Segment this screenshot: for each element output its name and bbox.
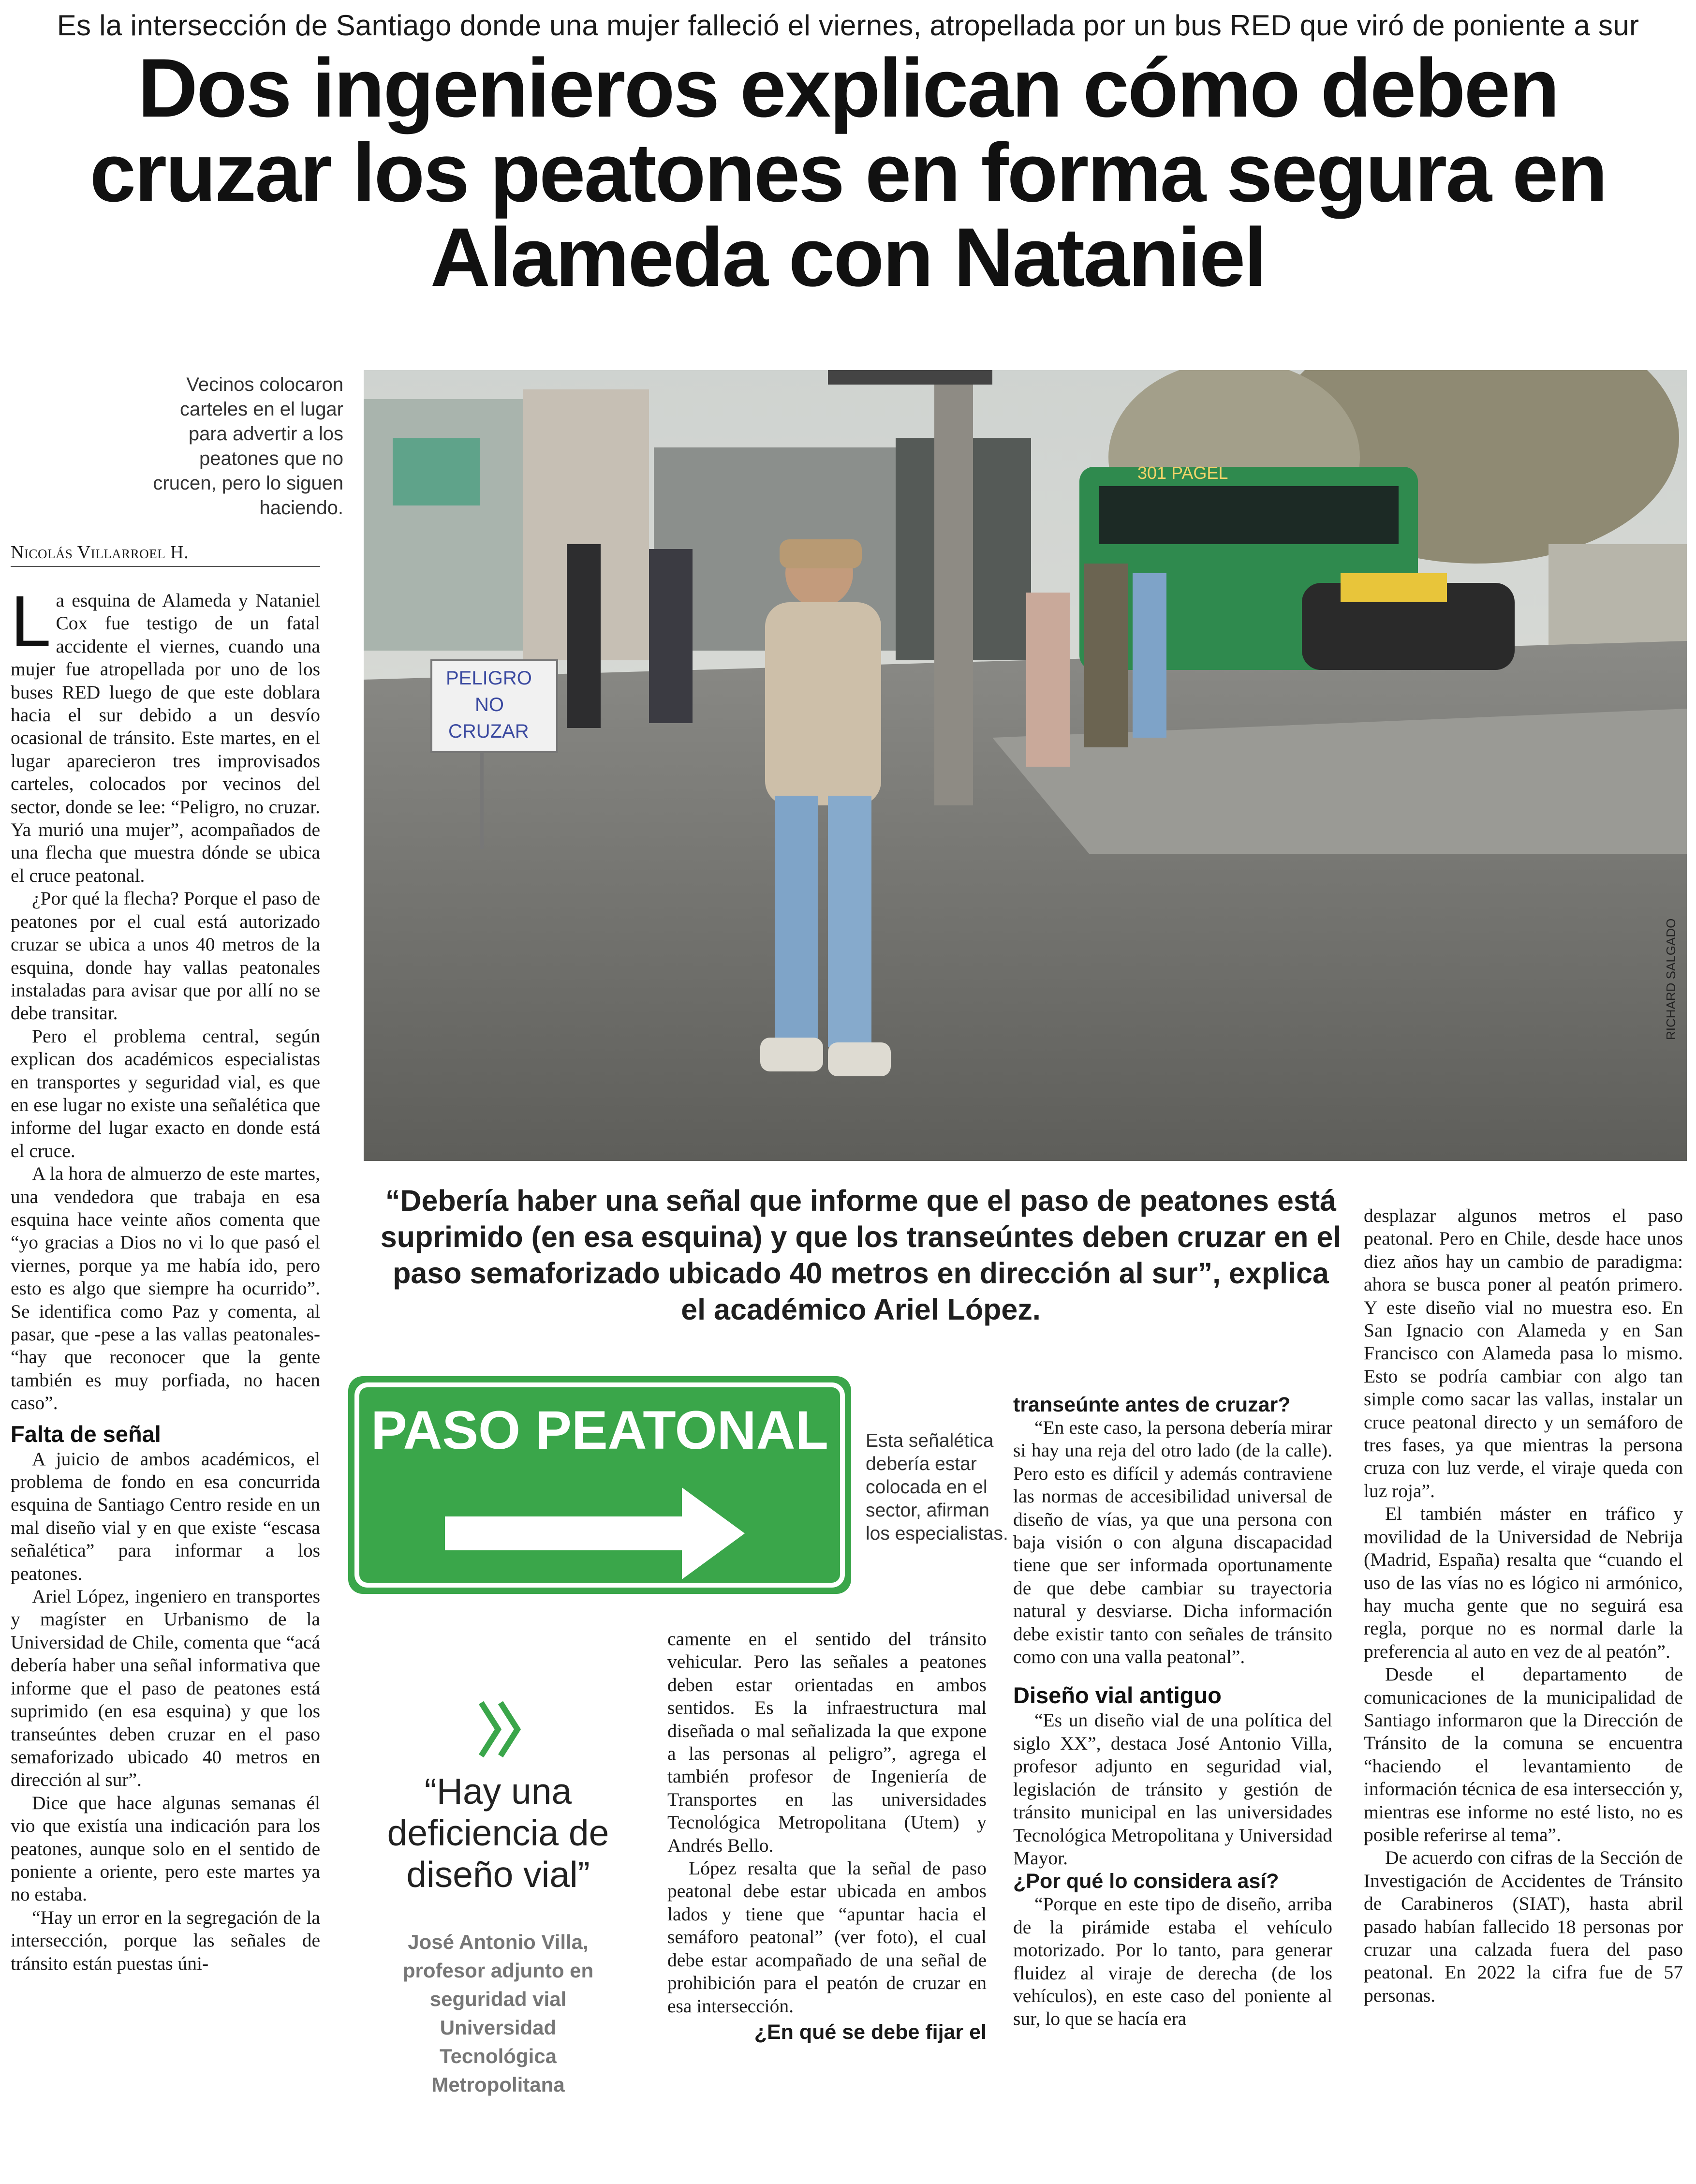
- street-photo: [364, 370, 1687, 1161]
- column-3: [667, 1628, 987, 2044]
- column-4: [1013, 1393, 1332, 2031]
- column-5: [1364, 1204, 1683, 2007]
- column-1: [11, 580, 320, 1975]
- subhead-diseno-vial-antiguo: Diseño vial antiguo: [1013, 1682, 1222, 1709]
- paragraph: “Porque en este tipo de diseño, arriba de la pirámide estaba el vehículo motorizado. Por lo tanto, para generar fluidez al viraje de derecha (de los vehículos), en este caso del poniente al sur, lo que se hacía era: [1013, 1893, 1332, 2030]
- paragraph: Dice que hace algunas semanas él vio que existía una indicación para los peatones, aunque solo en el sentido de poniente a oriente, pero este martes ya no estaba.: [11, 1792, 320, 1905]
- kicker: Es la intersección de Santiago donde una mujer falleció el viernes, atropellada por un bus RED que viró de poniente a sur: [57, 9, 1639, 42]
- paragraph: Ariel López, ingeniero en transportes y magíster en Urbanismo de la Universidad de Chile, comenta que “acá debería haber una señal informativa que informe que el paso de peatones está suprimido (en esa esquina) y que los transeúntes deben cruzar en el paso semaforizado ubicado 40 metros en dirección al sur”.: [11, 1586, 320, 1791]
- paragraph: “Es un diseño vial de una política del siglo XX”, destaca José Antonio Villa, profesor adjunto en seguridad vial, legislación de tránsito y gestión de tránsito municipal en las universidades Tecnológica Metropolitana y Universidad Mayor.: [1013, 1709, 1332, 1869]
- paragraph: Desde el departamento de comunicaciones de la municipalidad de Santiago informaron que la Dirección de Tránsito de la comuna se encuentra “haciendo el levantamiento de información técnica de esa intersección y, mientras ese informe no esté listo, no es posible referirse al tema”.: [1364, 1664, 1683, 1845]
- paragraph: A la hora de almuerzo de este martes, una vendedora que trabaja en esa esquina hace veinte años comenta que “yo gracias a Dios no vi lo que pasó el viernes, porque ya me había ido, pero esto es algo que siempre ha ocurrido”. Se identifica como Paz y comenta, al pasar, que -pese a las vallas peatonales- “hay que reconocer que la gente también es muy porfiada, no hacen caso”.: [11, 1163, 320, 1414]
- chevron-double-icon: [476, 1695, 525, 1763]
- subhead-falta-de-senal: Falta de señal: [11, 1421, 161, 1447]
- question: transeúnte antes de cruzar?: [1013, 1393, 1291, 1416]
- paso-peatonal-sign: [348, 1376, 851, 1594]
- paragraph: “Hay un error en la segregación de la intersección, porque las señales de tránsito están puestas úni-: [11, 1906, 320, 1974]
- paragraph: camente en el sentido del tránsito vehicular. Pero las señales a peatones deben estar orientadas en ambos sentidos. Es la infraestructura mal diseñada o mal señalizada la que expone a las personas al peligro”, agrega el también profesor de Ingeniería de Transportes en las universidades Tecnológica Metropolitana (Utem) y Andrés Bello.: [667, 1628, 987, 1856]
- paragraph: López resalta que la señal de paso peatonal debe estar ubicada en ambos lados y tiene que “apuntar hacia el semáforo peatonal” (ver foto), el cual debe estar acompañado de una señal de prohibición para el peatón de cruzar en esa intersección.: [667, 1857, 987, 2017]
- headline: [39, 42, 1657, 304]
- paragraph: desplazar algunos metros el paso peatonal. Pero en Chile, desde hace unos diez años hay un cambio de paradigma: ahora se busca poner al peatón primero. Y este diseño vial no muestra eso. En San Ignacio con Alameda y en San Francisco con Alameda pasa lo mismo. Esto se podría cambiar con algo tan simple como sacar las vallas, instalar un cruce peatonal directo y un semáforo de tres fases, ya que mientras la persona cruza con luz verde, el viraje queda con luz roja”.: [1364, 1205, 1683, 1501]
- photo-caption: Vecinos colocaron carteles en el lugar para advertir a los peatones que no crucen, pero lo siguen haciendo.: [153, 374, 343, 519]
- question: ¿Por qué lo considera así?: [1013, 1870, 1279, 1893]
- bus-display: 301 PAGEL: [1137, 463, 1228, 483]
- headline-line-1: Dos ingenieros explican cómo deben: [137, 42, 1559, 134]
- question: ¿En qué se debe fijar el: [754, 2020, 987, 2044]
- paragraph: La esquina de Alameda y Nataniel Cox fue testigo de un fatal accidente el viernes, cuando una mujer fue atropellada por uno de los buses RED luego de que este doblara hacia el sur debido a un desvío ocasional de tránsito. Este martes, en el lugar aparecieron tres improvisados carteles, colocados por vecinos del sector, donde se lee: “Peligro, no cruzar. Ya murió una mujer”, acompañados de una flecha que muestra dónde se ubica el cruce peatonal.: [11, 580, 320, 886]
- headline-line-3: Alameda con Nataniel: [430, 211, 1266, 304]
- byline: Nicolás Villarroel H.: [11, 542, 320, 567]
- headline-line-2: cruzar los peatones en forma segura en: [89, 126, 1607, 219]
- paragraph: Pero el problema central, según explican dos académicos especialistas en transportes y seguridad vial, es que en ese lugar no existe una señalética que informe del lugar exacto en donde está el cruce.: [11, 1025, 320, 1161]
- paragraph: A juicio de ambos académicos, el problema de fondo en esa concurrida esquina de Santiago Centro reside en un mal diseño vial y en que existe “escasa señalética” para informar a los peatones.: [11, 1448, 320, 1584]
- sign-caption: Esta señalética debería estar colocada en el sector, afirman los especialistas.: [866, 1430, 1008, 1544]
- paragraph: De acuerdo con cifras de la Sección de Investigación de Accidentes de Tránsito de Carabineros (SIAT), hasta abril pasado habían fallecido 18 personas por cruzar una calzada fuera del paso peatonal. En 2022 la cifra fue de 57 personas.: [1364, 1847, 1683, 2006]
- paragraph: “En este caso, la persona debería mirar si hay una reja del otro lado (de la calle). Pero esto es difícil y además contraviene las normas de accesibilidad universal de diseño de vías, ya que una persona con baja visión o con alguna discapacidad tiene que ser informada oportunamente de que debe cambiar su trayectoria natural y desviarse. Dicha información debe existir tanto con señales de tránsito como con una valla peatonal”.: [1013, 1417, 1332, 1668]
- sign-cruzar: CRUZAR: [448, 721, 529, 742]
- quote-box-text: “Hay una deficiencia de diseño vial”: [387, 1771, 609, 1895]
- paragraph: El también máster en tráfico y movilidad de la Universidad de Nebrija (Madrid, España) resalta que “cuando el uso de las vías no es lógico ni armónico, hay mucha gente que no seguirá esa regla, porque no es normal darle la preferencia al auto en vez de al peatón”.: [1364, 1503, 1683, 1662]
- sign-text: PASO PEATONAL: [371, 1400, 828, 1460]
- paragraph: ¿Por qué la flecha? Porque el paso de peatones por el cual está autorizado cruzar se ubica a unos 40 metros de la esquina, donde hay vallas peatonales instaladas para avisar que por allí no se debe transitar.: [11, 888, 320, 1024]
- pull-quote: “Debería haber una señal que informe que el paso de peatones está suprimido (en esa esquina) y que los transeúntes deben cruzar en el paso semaforizado ubicado 40 metros en dirección al sur”, explica el académico Ariel López.: [380, 1184, 1342, 1326]
- quote-attribution: José Antonio Villa, profesor adjunto en seguridad vial Universidad Tecnológica Metropolitana: [402, 1931, 594, 2096]
- sign-no: NO: [475, 694, 504, 715]
- sign-peligro: PELIGRO: [446, 668, 532, 689]
- photo-credit: RICHARD SALGADO: [1664, 918, 1678, 1040]
- drop-cap: L: [11, 580, 51, 662]
